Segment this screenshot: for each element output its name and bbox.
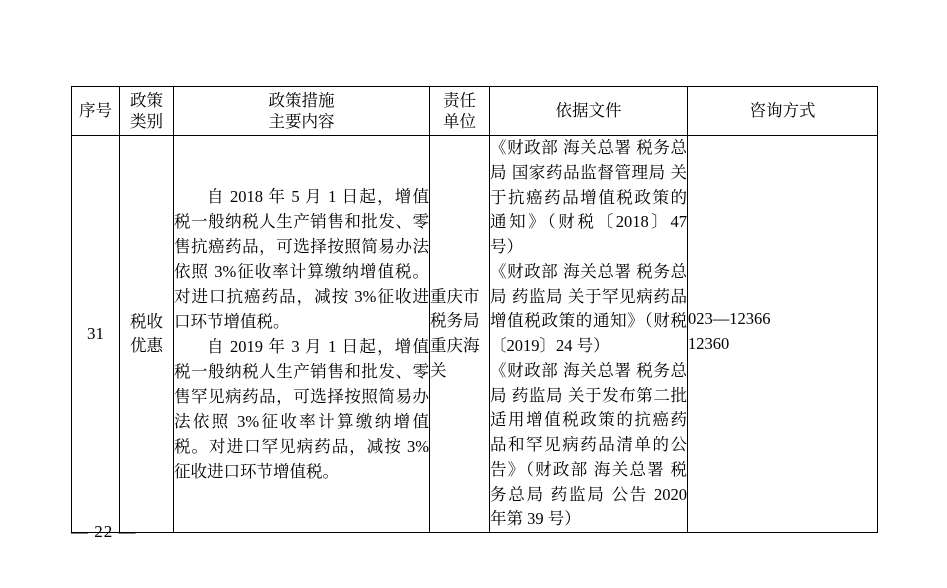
header-contact-label: 咨询方式 [749,101,816,121]
header-cell-category [120,87,174,136]
cell-responsible-unit [430,136,490,533]
measure-paragraph-2: 自 2019 年 3 月 1 日起，增值税一般纳税人生产销售和批发、零售罕见病药品，可选择按照简易办法依照 3%征收率计算缴纳增值税。对进口罕见病药品，减按 3%征收进口环节增值税。 [174,337,429,482]
cell-sequence-number: 31 [72,136,120,533]
header-category-label-line1: 政策 [130,90,163,110]
header-document-label: 依据文件 [555,101,622,121]
policy-category-line1: 税收 [130,312,163,332]
table-header [72,87,878,136]
measure-paragraph-1: 自 2018 年 5 月 1 日起，增值税一般纳税人生产销售和批发、零售抗癌药品，可选择按照简易办法依照 3%征收率计算缴纳增值税。对进口抗癌药品，减按 3%征收进口环节增值税。 [174,186,429,331]
cell-contact-info [688,136,878,533]
header-cell-unit [430,87,490,136]
table-body [72,136,878,533]
contact-line-2: 12360 [688,334,730,353]
reference-document-1: 《财政部 海关总署 税务总局 国家药品监督管理局 关于抗癌药品增值税政策的通知》（财税〔2018〕47 号） [490,138,687,256]
header-cell-document [490,87,688,136]
cell-policy-category [120,136,174,533]
header-cell-seq [72,87,120,136]
contact-info-text [688,307,877,357]
header-category-label-line2: 类别 [130,112,163,131]
page-number: — 22 — [71,522,137,541]
header-cell-measure [174,87,430,136]
header-seq-label: 序号 [79,101,112,121]
header-measure-label-line2: 主要内容 [268,112,335,131]
header-measure-label-line1: 政策措施 [268,90,335,110]
reference-document-2: 《财政部 海关总署 税务总局 药监局 关于罕见病药品增值税政策的通知》（财税〔2019〕24 号） [490,261,687,355]
contact-line-1: 023—12366 [688,309,771,329]
reference-document-3: 《财政部 海关总署 税务总局 药监局 关于发布第二批适用增值税政策的抗癌药品和罕见病药品清单的公告》（财政部 海关总署 税务总局 药监局 公告 2020 年第 39 号） [490,360,687,529]
responsible-unit-line2: 税务局 [430,311,480,331]
cell-reference-documents [490,136,688,533]
table-header-row [72,87,878,136]
responsible-unit-text [430,285,489,384]
responsible-unit-line3: 重庆海 [430,336,480,355]
header-cell-contact [688,87,878,136]
header-unit-label-line1: 责任 [443,90,476,110]
table-row [72,136,878,533]
header-unit-label-line2: 单位 [443,112,476,131]
cell-policy-measure-content [174,136,430,533]
responsible-unit-line1: 重庆市 [430,286,480,306]
policy-measures-table [71,86,878,533]
policy-category-line2: 优惠 [130,336,163,355]
responsible-unit-line4: 关 [430,360,447,380]
